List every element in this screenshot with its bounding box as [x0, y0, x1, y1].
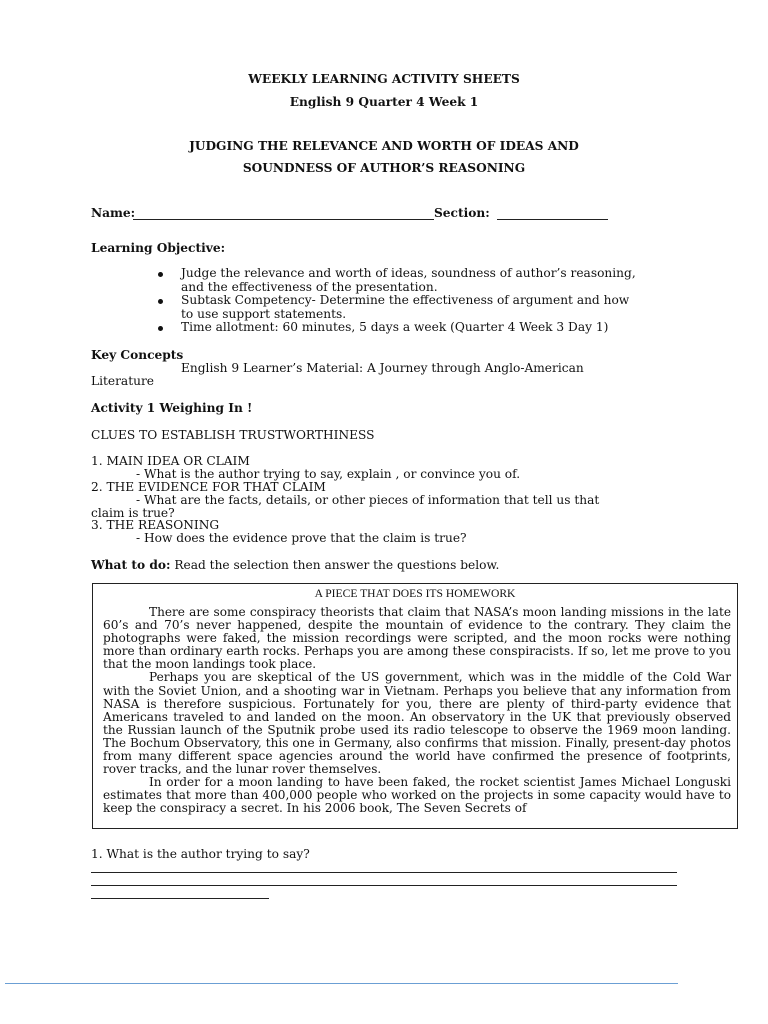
section-label: Section: [434, 206, 490, 220]
answer-line[interactable] [91, 872, 677, 873]
footer-divider [5, 983, 678, 984]
clue-3: 3. THE REASONING [91, 518, 220, 532]
question-1: 1. What is the author trying to say? [91, 847, 310, 861]
clue-2-detail-line-1: - What are the facts, details, or other pieces of information that tell us that [136, 493, 600, 507]
clue-2: 2. THE EVIDENCE FOR THAT CLAIM [91, 480, 326, 494]
instructions-text: Read the selection then answer the questions below. [170, 558, 500, 572]
bullet-icon [158, 326, 163, 331]
learning-objective-heading: Learning Objective: [91, 241, 226, 255]
clue-2-detail-line-2: claim is true? [91, 506, 175, 520]
name-field[interactable] [133, 219, 434, 220]
answer-line[interactable] [91, 885, 677, 886]
instructions-label: What to do: [91, 558, 171, 572]
clue-1: 1. MAIN IDEA OR CLAIM [91, 454, 250, 468]
topic-line-2: SOUNDNESS OF AUTHOR’S REASONING [242, 161, 526, 175]
reading-passage-box [92, 583, 738, 829]
objective-item [158, 294, 718, 321]
objective-item-text: Time allotment: 60 minutes, 5 days a week (Quarter 4 Week 3 Day 1) [181, 320, 609, 334]
objective-item-text: Subtask Competency- Determine the effectiveness of argument and how to use support statements. [181, 293, 630, 321]
clue-1-detail: - What is the author trying to say, explain , or convince you of. [136, 467, 521, 481]
topic-line-1: JUDGING THE RELEVANCE AND WORTH OF IDEAS AND [189, 139, 579, 153]
key-concepts-heading: Key Concepts [91, 348, 184, 362]
passage-paragraph: There are some conspiracy theorists that claim that NASA’s moon landing missions in the late 60’s and 70’s never happened, despite the mountain of evidence to the contrary. They claim the photographs were faked, the mission recordings were scripted, and the moon rocks were nothing more than ordinary earth rocks. Perhaps you are among these conspiracists. If so, let me prove to you that the moon landings took place. [103, 605, 731, 672]
clues-heading: CLUES TO ESTABLISH TRUSTWORTHINESS [91, 428, 375, 442]
instructions [91, 558, 499, 572]
passage-title: A PIECE THAT DOES ITS HOMEWORK [314, 587, 516, 600]
objective-item [158, 321, 718, 335]
key-concepts-line-2: Literature [91, 374, 154, 388]
activity-heading: Activity 1 Weighing In ! [91, 401, 253, 415]
objective-item [158, 267, 718, 294]
section-field[interactable] [497, 219, 608, 220]
bullet-icon [158, 299, 163, 304]
key-concepts-line-1: English 9 Learner’s Material: A Journey through Anglo-American [181, 361, 584, 375]
passage-paragraph: In order for a moon landing to have been faked, the rocket scientist James Michael Longuski estimates that more than 400,000 people who worked on the projects in some capacity would have to keep the conspiracy a secret. In his 2006 book, The Seven Secrets of [103, 775, 731, 816]
answer-line[interactable] [91, 898, 269, 899]
worksheet-title: WEEKLY LEARNING ACTIVITY SHEETS [248, 72, 520, 86]
passage-body [103, 606, 731, 816]
bullet-icon [158, 272, 163, 277]
clue-3-detail: - How does the evidence prove that the claim is true? [136, 531, 467, 545]
objective-item-text: Judge the relevance and worth of ideas, soundness of author’s reasoning, and the effectiveness of the presentation. [181, 266, 636, 294]
passage-paragraph: Perhaps you are skeptical of the US government, which was in the middle of the Cold War with the Soviet Union, and a shooting war in Vietnam. Perhaps you believe that any information from NASA is therefore suspicious. Fortunately for you, there are plenty of third-party evidence that Americans traveled to and landed on the moon. An observatory in the UK that previously observed the Russian launch of the Sputnik probe used its radio telescope to observe the 1969 moon landing. The Bochum Observatory, this one in Germany, also confirms that mission. Finally, present-day photos from many different space agencies around the world have confirmed the presence of footprints, rover tracks, and the lunar rover themselves. [103, 670, 731, 777]
objective-list [158, 267, 718, 335]
name-label: Name: [91, 206, 136, 220]
worksheet-subtitle: English 9 Quarter 4 Week 1 [289, 95, 479, 109]
